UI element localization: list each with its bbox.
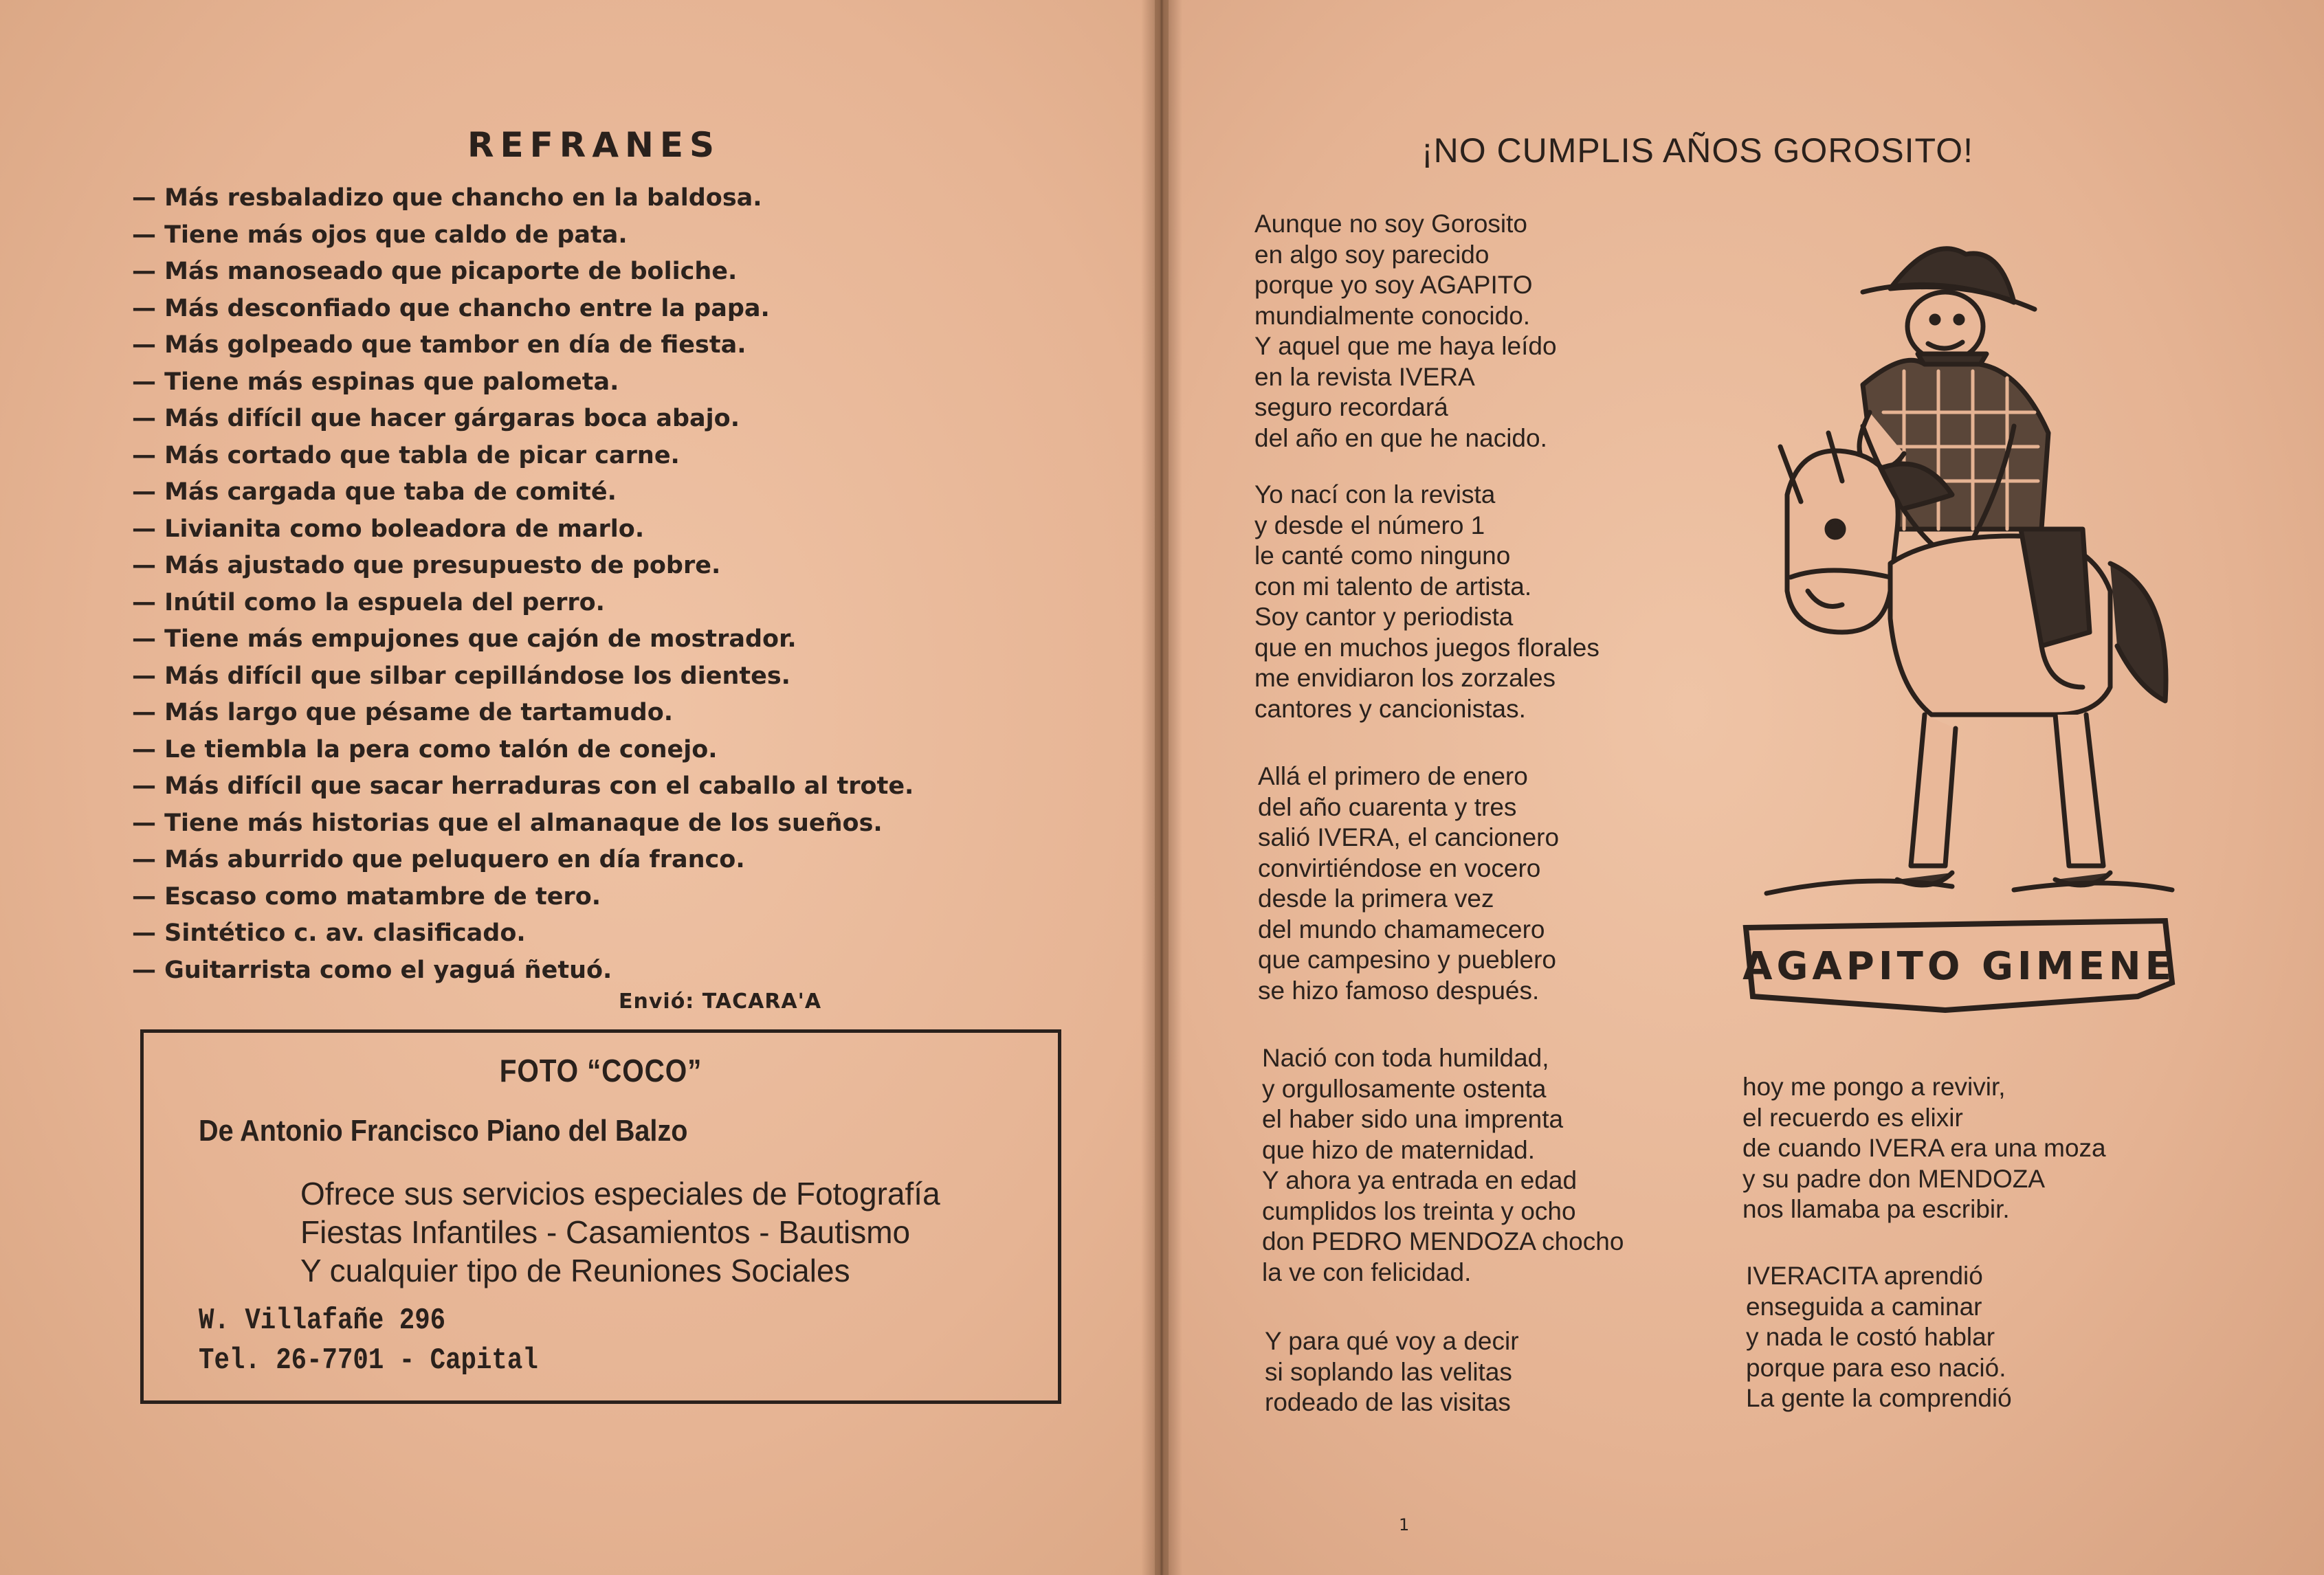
poem-line: y nada le costó hablar (1746, 1323, 1995, 1351)
poem-line: Y ahora ya entrada en edad (1262, 1166, 1578, 1194)
poem-line: Y para qué voy a decir (1265, 1327, 1519, 1355)
poem-line: el recuerdo es elixir (1742, 1103, 1963, 1132)
book-gutter (1141, 0, 1182, 1575)
poem-stanza (1258, 761, 1559, 1006)
proverb-item: — Más manoseado que picaporte de boliche. (132, 258, 738, 285)
proverb-item: — Tiene más espinas que palometa. (132, 368, 619, 396)
poem-line: del año en que he nacido. (1254, 423, 1547, 452)
ad-service-line: Y cualquier tipo de Reuniones Sociales (300, 1253, 850, 1288)
proverb-item: — Más aburrido que peluquero en día franco. (132, 846, 745, 873)
poem-line: hoy me pongo a revivir, (1742, 1073, 2006, 1101)
ad-phone: Tel. 26-7701 - Capital (199, 1343, 538, 1378)
ad-services (300, 1174, 940, 1290)
poem-line: si soplando las velitas (1265, 1357, 1512, 1386)
poem-line: mundialmente conocido. (1254, 301, 1531, 330)
ad-owner: De Antonio Francisco Piano del Balzo (199, 1114, 688, 1148)
proverb-item: — Más difícil que hacer gárgaras boca abajo. (132, 405, 740, 432)
poem-line: en algo soy parecido (1254, 240, 1490, 269)
poem-title: ¡NO CUMPLIS AÑOS GOROSITO! (1421, 131, 1973, 170)
poem-line: Allá el primero de enero (1258, 762, 1528, 790)
proverb-item: — Le tiembla la pera como talón de conejo. (132, 735, 718, 763)
poem-line: Y aquel que me haya leído (1254, 332, 1557, 360)
left-page (0, 0, 1155, 1575)
proverb-item: — Tiene más historias que el almanaque de los sueños. (132, 809, 883, 837)
ad-address: W. Villafañe 296 (199, 1304, 446, 1338)
refranes-title: REFRANES (467, 125, 721, 165)
proverb-item: — Guitarrista como el yaguá ñetuó. (132, 956, 612, 984)
proverb-item: — Escaso como matambre de tero. (132, 882, 601, 911)
poem-line: seguro recordará (1254, 393, 1448, 421)
proverb-item: — Inútil como la espuela del perro. (132, 588, 605, 616)
proverb-item: — Sintético c. av. clasificado. (132, 919, 526, 947)
poem-stanza (1265, 1326, 1519, 1418)
gaucho-on-horse-illustration (1725, 206, 2193, 1031)
poem-line: con mi talento de artista. (1254, 572, 1532, 601)
ad-contact (199, 1301, 598, 1381)
poem-line: Nació con toda humildad, (1262, 1044, 1549, 1072)
poem-line: Aunque no soy Gorosito (1254, 210, 1527, 238)
poem-line: de cuando IVERA era una moza (1742, 1134, 2106, 1162)
poem-line: la ve con felicidad. (1262, 1258, 1472, 1286)
proverb-item: — Más largo que pésame de tartamudo. (132, 699, 674, 726)
proverb-item: — Más ajustado que presupuesto de pobre. (132, 552, 721, 579)
poem-line: Soy cantor y periodista (1254, 603, 1514, 631)
ad-service-line: Fiestas Infantiles - Casamientos - Bautismo (300, 1214, 911, 1250)
poem-stanza (1262, 1043, 1624, 1288)
poem-line: cantores y cancionistas. (1254, 694, 1526, 723)
poem-line: en la revista IVERA (1254, 362, 1475, 391)
poem-line: don PEDRO MENDOZA chocho (1262, 1227, 1624, 1255)
proverb-item: — Más difícil que sacar herraduras con el caballo al trote. (132, 772, 914, 800)
proverb-item: — Más cargada que taba de comité. (132, 478, 617, 506)
poem-line: me envidiaron los zorzales (1254, 664, 1556, 692)
proverb-item: — Más golpeado que tambor en día de fiesta. (132, 331, 746, 359)
proverb-list (132, 180, 1026, 989)
poem-stanza (1254, 209, 1557, 454)
poem-line: cumplidos los treinta y ocho (1262, 1196, 1576, 1225)
poem-line: que hizo de maternidad. (1262, 1135, 1535, 1164)
poem-line: desde la primera vez (1258, 884, 1494, 913)
poem-line: salió IVERA, el cancionero (1258, 823, 1560, 851)
poem-line: porque para eso nació. (1746, 1353, 2006, 1382)
page-number: 1 (1399, 1515, 1410, 1534)
poem-line: IVERACITA aprendió (1746, 1262, 1983, 1290)
poem-stanza (1746, 1261, 2012, 1414)
poem-line: porque yo soy AGAPITO (1254, 271, 1533, 299)
proverb-item: — Tiene más ojos que caldo de pata. (132, 221, 628, 249)
poem-line: y desde el número 1 (1254, 511, 1485, 539)
poem-line: el haber sido una imprenta (1262, 1105, 1564, 1133)
proverb-item: — Más cortado que tabla de picar carne. (132, 441, 680, 469)
poem-line: Yo nací con la revista (1254, 480, 1496, 509)
proverb-item: — Livianita como boleadora de marlo. (132, 515, 645, 543)
photo-studio-ad (140, 1029, 1061, 1404)
banner-text: AGAPITO GIMENE (1742, 944, 2176, 989)
poem-line: del año cuarenta y tres (1258, 792, 1517, 821)
poem-line: que campesino y pueblero (1258, 946, 1557, 974)
proverb-item: — Tiene más empujones que cajón de mostrador. (132, 625, 797, 653)
poem-line: La gente la comprendió (1746, 1384, 2012, 1412)
poem-line: convirtiéndose en vocero (1258, 853, 1541, 882)
poem-line: rodeado de las visitas (1265, 1388, 1511, 1416)
poem-line: del mundo chamamecero (1258, 915, 1545, 943)
poem-line: nos llamaba pa escribir. (1742, 1195, 2010, 1223)
poem-line: y orgullosamente ostenta (1262, 1074, 1547, 1103)
ad-service-line: Ofrece sus servicios especiales de Fotografía (300, 1176, 940, 1211)
sender-credit: Envió: TACARA'A (619, 990, 822, 1014)
poem-line: enseguida a caminar (1746, 1292, 1982, 1321)
name-banner (1742, 921, 2176, 1010)
poem-line: se hizo famoso después. (1258, 976, 1540, 1005)
poem-line: le canté como ninguno (1254, 541, 1511, 570)
proverb-item: — Más difícil que silbar cepillándose los dientes. (132, 662, 790, 690)
poem-stanza (1742, 1072, 2106, 1225)
proverb-item: — Más resbaladizo que chancho en la baldosa. (132, 184, 762, 212)
poem-line: que en muchos juegos florales (1254, 633, 1600, 662)
poem-stanza (1254, 480, 1600, 724)
ad-title: FOTO “COCO” (499, 1053, 702, 1088)
poem-line: y su padre don MENDOZA (1742, 1164, 2046, 1193)
proverb-item: — Más desconfiado que chancho entre la papa. (132, 294, 770, 322)
